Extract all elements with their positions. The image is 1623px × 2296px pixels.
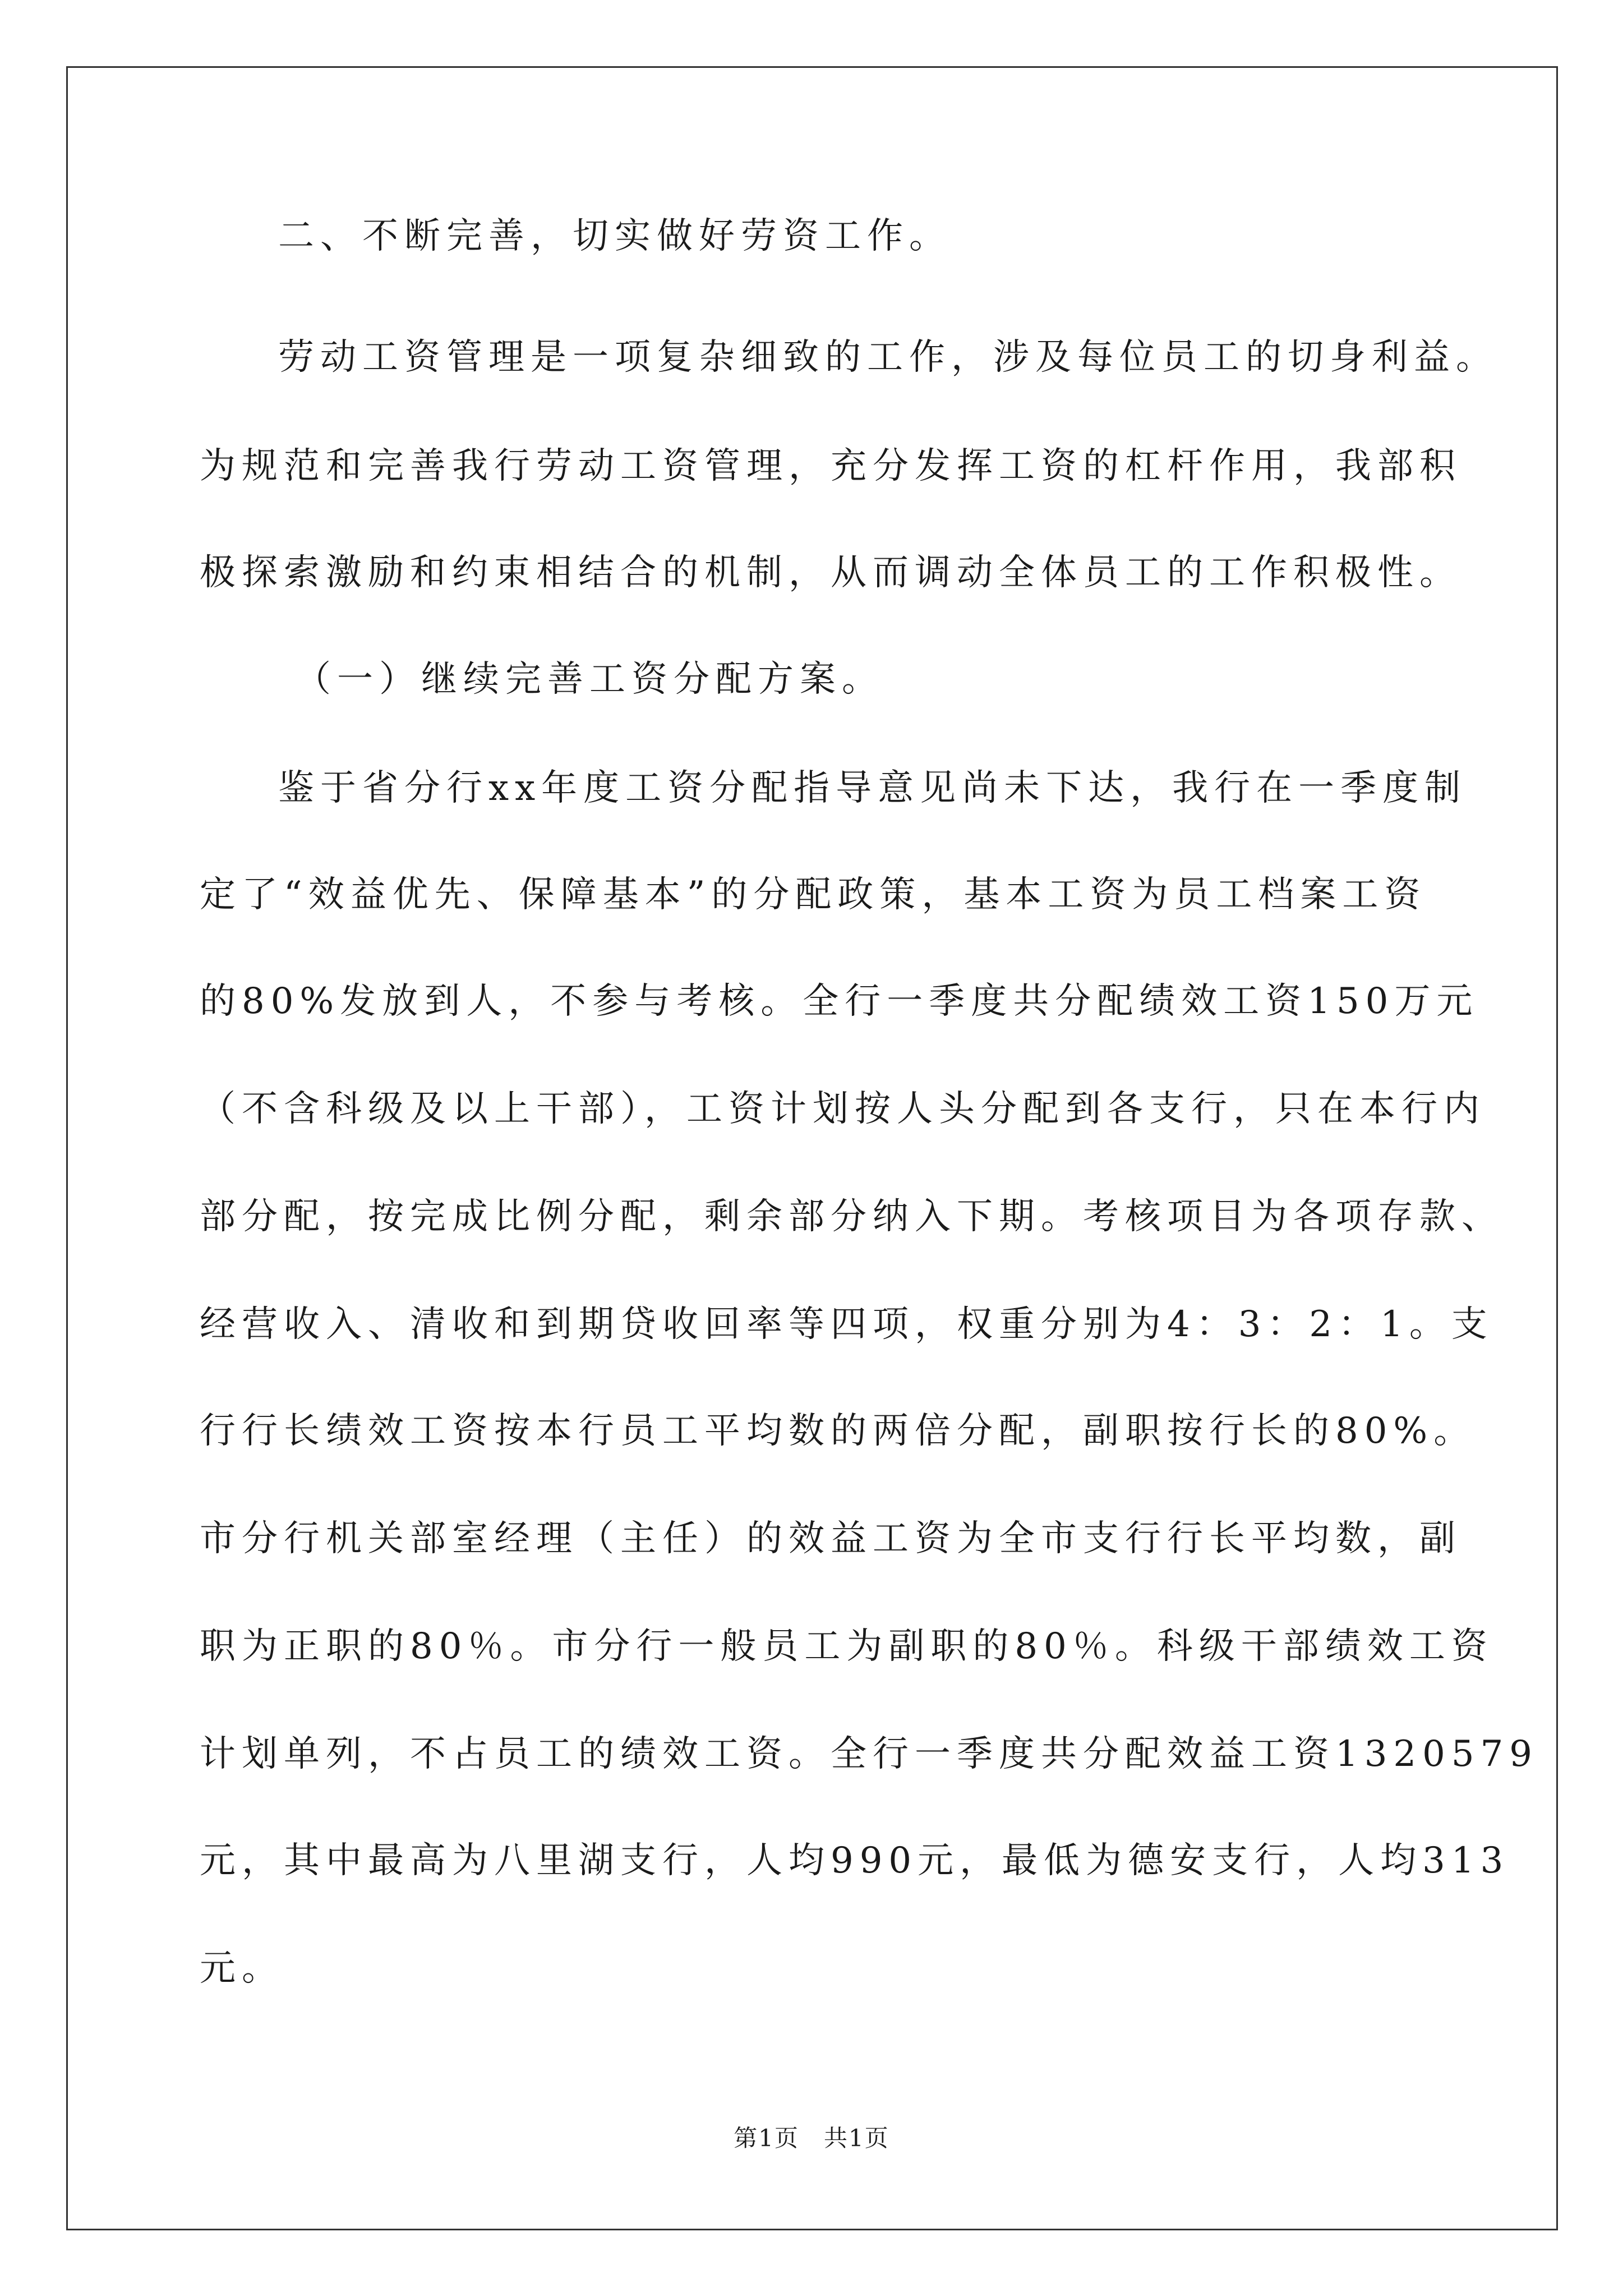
paragraph-line: 极探索激励和约束相结合的机制，从而调动全体员工的工作积极性。 bbox=[200, 552, 1461, 593]
paragraph-line: 计划单列，不占员工的绩效工资。全行一季度共分配效益工资1320579 bbox=[200, 1733, 1539, 1775]
paragraph-line: 元。 bbox=[200, 1948, 284, 1989]
paragraph-line: 市分行机关部室经理（主任）的效益工资为全市支行行长平均数，副 bbox=[200, 1518, 1461, 1559]
paragraph-line: 鉴于省分行xx年度工资分配指导意见尚未下达，我行在一季度制 bbox=[278, 767, 1467, 809]
paragraph-line: 定了“效益优先、保障基本”的分配政策，基本工资为员工档案工资 bbox=[200, 874, 1427, 915]
paragraph-line: 职为正职的80％。市分行一般员工为副职的80％。科级干部绩效工资 bbox=[200, 1626, 1493, 1667]
subsection-heading: （一）继续完善工资分配方案。 bbox=[295, 659, 884, 700]
section-heading: 二、不断完善，切实做好劳资工作。 bbox=[278, 215, 951, 257]
paragraph-line: （不含科级及以上干部），工资计划按人头分配到各支行，只在本行内 bbox=[200, 1088, 1486, 1130]
paragraph-line: 为规范和完善我行劳动工资管理，充分发挥工资的杠杆作用，我部积 bbox=[200, 445, 1461, 487]
paragraph-line: 劳动工资管理是一项复杂细致的工作，涉及每位员工的切身利益。 bbox=[278, 337, 1498, 378]
paragraph-line: 经营收入、清收和到期贷收回率等四项，权重分别为4：3：2：1。支 bbox=[200, 1304, 1493, 1345]
page-footer: 第1页 共1页 bbox=[734, 2124, 889, 2152]
page-border bbox=[66, 66, 1558, 2230]
paragraph-line: 的80%发放到人，不参与考核。全行一季度共分配绩效工资150万元 bbox=[200, 981, 1479, 1022]
paragraph-line: 元，其中最高为八里湖支行，人均990元，最低为德安支行，人均313 bbox=[200, 1840, 1510, 1881]
paragraph-line: 行行长绩效工资按本行员工平均数的两倍分配，副职按行长的80%。 bbox=[200, 1410, 1476, 1452]
paragraph-line: 部分配，按完成比例分配，剩余部分纳入下期。考核项目为各项存款、 bbox=[200, 1196, 1504, 1237]
